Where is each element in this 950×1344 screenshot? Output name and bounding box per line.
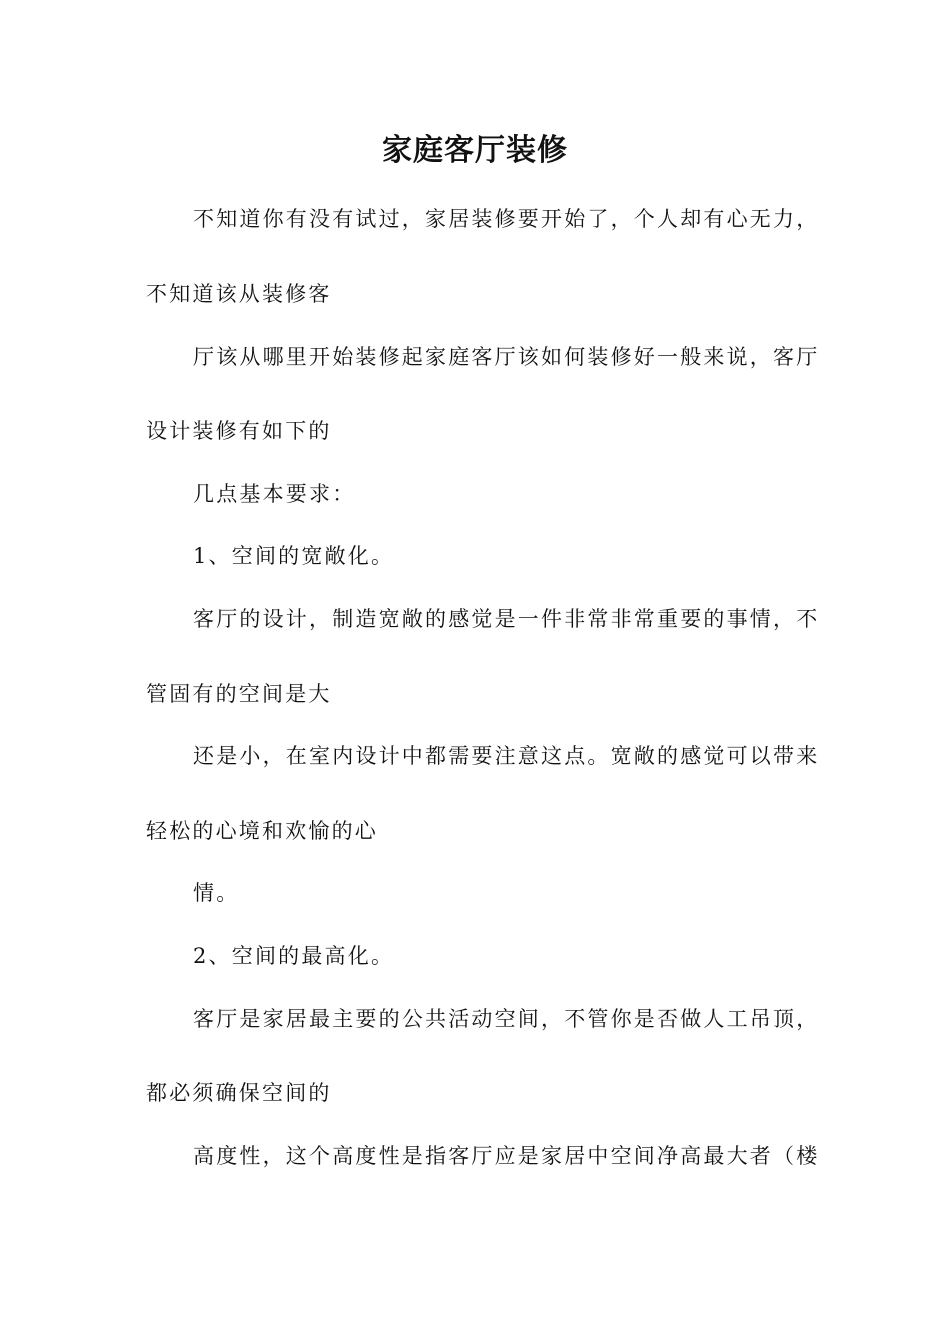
section-heading: 2、空间的最高化。 <box>193 944 395 968</box>
paragraph-line: 设计装修有如下的 <box>146 419 332 443</box>
paragraph-line: 客厅的设计，制造宽敞的感觉是一件非常非常重要的事情，不 <box>193 607 820 631</box>
paragraph-line: 不知道你有没有试过，家居装修要开始了，个人却有心无力， <box>193 207 820 231</box>
paragraph-line: 管固有的空间是大 <box>146 682 332 706</box>
paragraph-line: 高度性，这个高度性是指客厅应是家居中空间净高最大者（楼 <box>193 1144 820 1168</box>
paragraph-line: 还是小，在室内设计中都需要注意这点。宽敞的感觉可以带来 <box>193 744 820 768</box>
document-title: 家庭客厅装修 <box>382 133 568 168</box>
paragraph-line: 轻松的心境和欢愉的心 <box>146 819 378 843</box>
paragraph-line: 都必须确保空间的 <box>146 1081 332 1105</box>
paragraph-line: 情。 <box>193 881 240 905</box>
paragraph-line: 厅该从哪里开始装修起家庭客厅该如何装修好一般来说，客厅 <box>193 345 820 369</box>
paragraph-line: 客厅是家居最主要的公共活动空间，不管你是否做人工吊顶， <box>193 1007 820 1031</box>
section-heading: 1、空间的宽敞化。 <box>193 544 395 568</box>
paragraph-line: 几点基本要求： <box>193 482 356 506</box>
paragraph-line: 不知道该从装修客 <box>146 282 332 306</box>
